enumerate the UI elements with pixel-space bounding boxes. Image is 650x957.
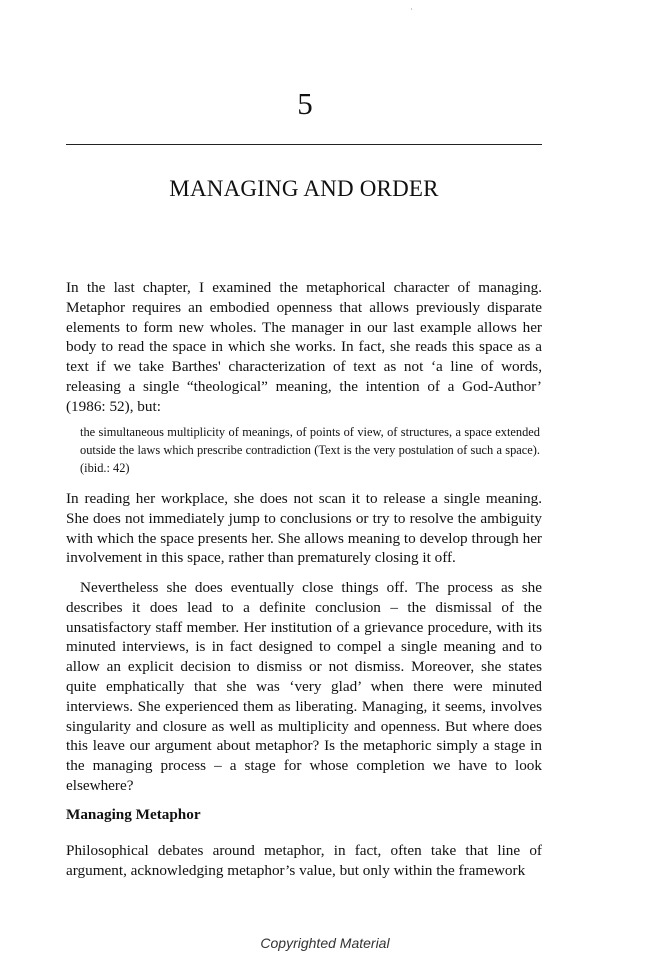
- paragraph-intro: In the last chapter, I examined the metaphorical character of managing. Metaphor requires an embodied openness that allows previously disparate elements to form new wholes. The manager in our last example allows her body to read the space in which she works. In fact, she reads this space as a text if we take Barthes' characterization of text as not ‘a line of words, releasing a single “theological” meaning, the intention of a God-Author’ (1986: 52), but:: [66, 279, 542, 415]
- chapter-number: 5: [297, 86, 313, 121]
- section-heading: Managing Metaphor: [66, 806, 201, 823]
- chapter-title: MANAGING AND ORDER: [169, 176, 439, 201]
- paragraph-nevertheless: Nevertheless she does eventually close things off. The process as she describes it does lead to a definite conclusion – the dismissal of the unsatisfactory staff member. Her institution of a grievance procedure, with its minuted interviews, is in fact designed to compel a single meaning and to allow an explicit decision to dismiss or not dismiss. Moreover, she states quite emphatically that she was ‘very glad’ when there were minuted interviews. She experienced them as liberating. Managing, it seems, involves singularity and closure as well as multiplicity and openness. But where does this leave our argument about metaphor? Is the metaphoric simply a stage in the managing process – a stage for whose completion we have to look elsewhere?: [66, 579, 542, 794]
- scan-speck: [411, 8, 412, 10]
- copyright-footer: Copyrighted Material: [260, 935, 390, 951]
- chapter-rule: [66, 144, 542, 145]
- paragraph-reading-workplace: In reading her workplace, she does not scan it to release a single meaning. She does not immediately jump to conclusions or try to resolve the ambiguity with which the space presents her. She allows meaning to develop through her involvement in this space, rather than prematurely closing it off.: [66, 490, 542, 567]
- block-quote: the simultaneous multiplicity of meanings, of points of view, of structures, a space extended outside the laws which prescribe contradiction (Text is the very postulation of such a space). (ibid.: 42): [80, 425, 540, 475]
- paragraph-philosophical: Philosophical debates around metaphor, in fact, often take that line of argument, acknowledging metaphor’s value, but only within the framework: [66, 842, 542, 879]
